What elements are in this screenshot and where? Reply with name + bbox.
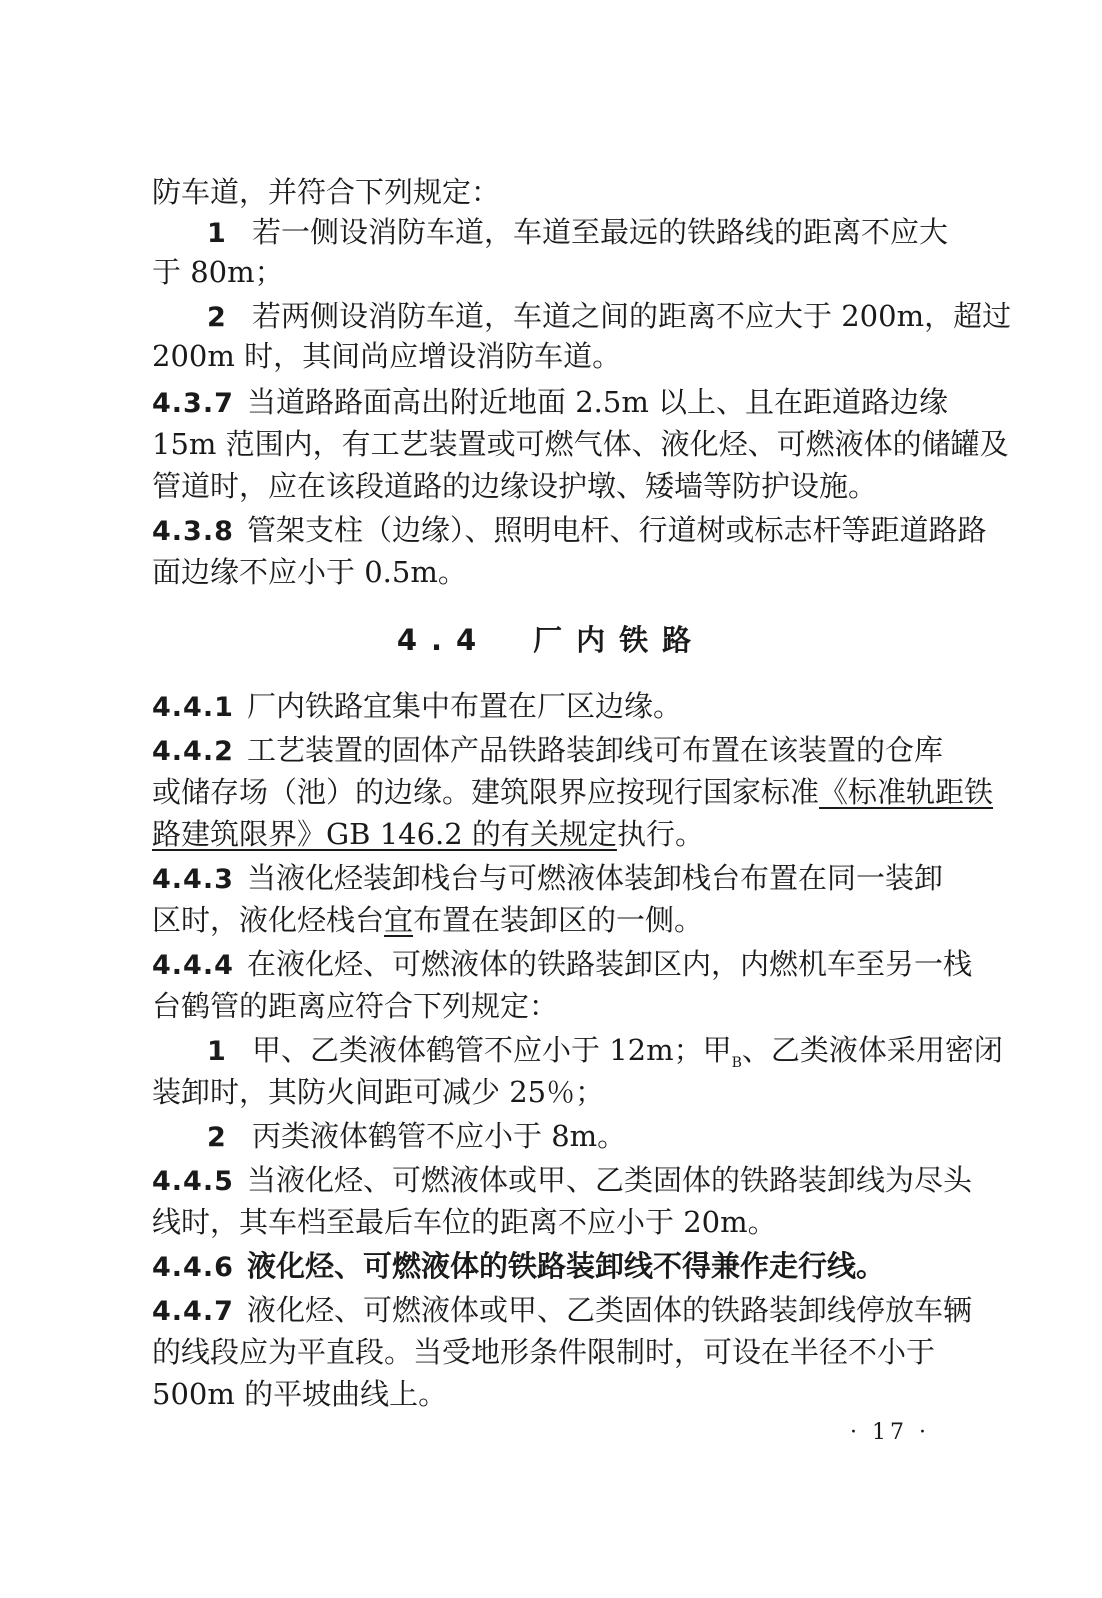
clause-4-4-6 <box>0 1246 1102 1288</box>
line-text: 线时，其车档至最后车位的距离不应小于 20m。 <box>152 1205 777 1239</box>
line-text: 当液化烃装卸栈台与可燃液体装卸栈台布置在同一装卸 <box>247 861 944 895</box>
text-line <box>0 814 1102 854</box>
line-text: 布置在装卸区的一侧。 <box>413 903 704 937</box>
text-line <box>0 900 1102 940</box>
clause-number: 4.3.8 <box>152 516 234 547</box>
line-text: 防车道，并符合下列规定： <box>152 175 501 209</box>
line-text: 丙类液体鹤管不应小于 8m。 <box>252 1119 627 1153</box>
text-line <box>0 552 1102 592</box>
text-line <box>0 986 1102 1026</box>
line-text: 或储存场（池）的边缘。建筑限界应按现行国家标准 <box>152 775 820 809</box>
clause-number: 4.4.3 <box>152 864 234 895</box>
clause-number: 4.4.1 <box>152 692 234 723</box>
line-text: 液化烃、可燃液体或甲、乙类固体的铁路装卸线停放车辆 <box>247 1293 973 1327</box>
clause-4-4-3 <box>0 858 1102 900</box>
line-text: 台鹤管的距离应符合下列规定： <box>152 989 559 1023</box>
line-text: 在液化烃、可燃液体的铁路装卸区内，内燃机车至另一栈 <box>247 947 973 981</box>
clause-4-4-4 <box>0 944 1102 986</box>
list-item <box>0 1116 1102 1158</box>
clause-4-4-2 <box>0 730 1102 772</box>
text-line <box>0 466 1102 506</box>
clause-4-3-8 <box>0 510 1102 552</box>
line-text: 200m 时，其间尚应增设消防车道。 <box>152 339 622 373</box>
underlined-word: 宜 <box>384 903 414 937</box>
list-item <box>0 296 1102 338</box>
line-text: 管架支柱（边缘）、照明电杆、行道树或标志杆等距道路路 <box>247 513 987 547</box>
line-text: 若一侧设消防车道，车道至最远的铁路线的距离不应大 <box>252 215 949 249</box>
clause-number: 4.4.6 <box>152 1252 234 1283</box>
text-line <box>0 424 1102 464</box>
clause-number: 4.4.5 <box>152 1166 234 1197</box>
line-text: 的线段应为平直段。当受地形条件限制时，可设在半径不小于 <box>152 1335 936 1369</box>
line-text: 甲、乙类液体鹤管不应小于 12m；甲 <box>252 1033 732 1067</box>
clause-number: 4.4.7 <box>152 1296 234 1327</box>
item-number: 1 <box>207 1036 226 1067</box>
clause-4-4-7 <box>0 1290 1102 1332</box>
text-line <box>0 1202 1102 1242</box>
item-number: 2 <box>207 302 226 333</box>
line-text: 区时，液化烃栈台 <box>152 903 385 937</box>
subscript: B <box>731 1054 742 1071</box>
clause-number: 4.3.7 <box>152 388 234 419</box>
clause-4-4-1 <box>0 686 1102 728</box>
line-text: 工艺装置的固体产品铁路装卸线可布置在该装置的仓库 <box>247 733 944 767</box>
text-line <box>0 336 1102 376</box>
item-number: 2 <box>207 1122 226 1153</box>
clause-number: 4.4.2 <box>152 736 234 767</box>
line-text: 若两侧设消防车道，车道之间的距离不应大于 200m，超过 <box>252 299 1012 333</box>
text-line <box>0 172 1102 212</box>
line-text: 15m 范围内，有工艺装置或可燃气体、液化烃、可燃液体的储罐及 <box>152 427 1009 461</box>
clause-4-4-5 <box>0 1160 1102 1202</box>
section-title: 4.4 厂内铁路 <box>396 623 706 657</box>
line-text: 、乙类液体采用密闭 <box>741 1033 1003 1067</box>
standard-reference: 路建筑限界》GB 146.2 的有关规定 <box>152 817 617 851</box>
line-text: 面边缘不应小于 0.5m。 <box>152 555 467 589</box>
text-line <box>0 1374 1102 1414</box>
line-text: 执行。 <box>616 817 704 851</box>
line-text: 厂内铁路宜集中布置在厂区边缘。 <box>247 689 683 723</box>
line-text: 装卸时，其防火间距可减少 25％； <box>152 1075 605 1109</box>
list-item <box>0 212 1102 254</box>
line-text: 当道路路面高出附近地面 2.5m 以上、且在距道路边缘 <box>247 385 949 419</box>
text-line <box>0 1332 1102 1372</box>
text-line <box>0 772 1102 812</box>
clause-4-3-7 <box>0 382 1102 424</box>
line-text: 当液化烃、可燃液体或甲、乙类固体的铁路装卸线为尽头 <box>247 1163 973 1197</box>
line-text: 液化烃、可燃液体的铁路装卸线不得兼作走行线。 <box>247 1249 886 1283</box>
item-number: 1 <box>207 218 226 249</box>
line-text: 500m 的平坡曲线上。 <box>152 1377 448 1411</box>
page-number: · 17 · <box>850 1420 930 1445</box>
line-text: 于 80m； <box>152 255 284 289</box>
standard-reference: 《标准轨距铁 <box>819 775 994 809</box>
clause-number: 4.4.4 <box>152 950 234 981</box>
text-line <box>0 1072 1102 1112</box>
line-text: 管道时，应在该段道路的边缘设护墩、矮墙等防护设施。 <box>152 469 878 503</box>
text-line <box>0 252 1102 292</box>
